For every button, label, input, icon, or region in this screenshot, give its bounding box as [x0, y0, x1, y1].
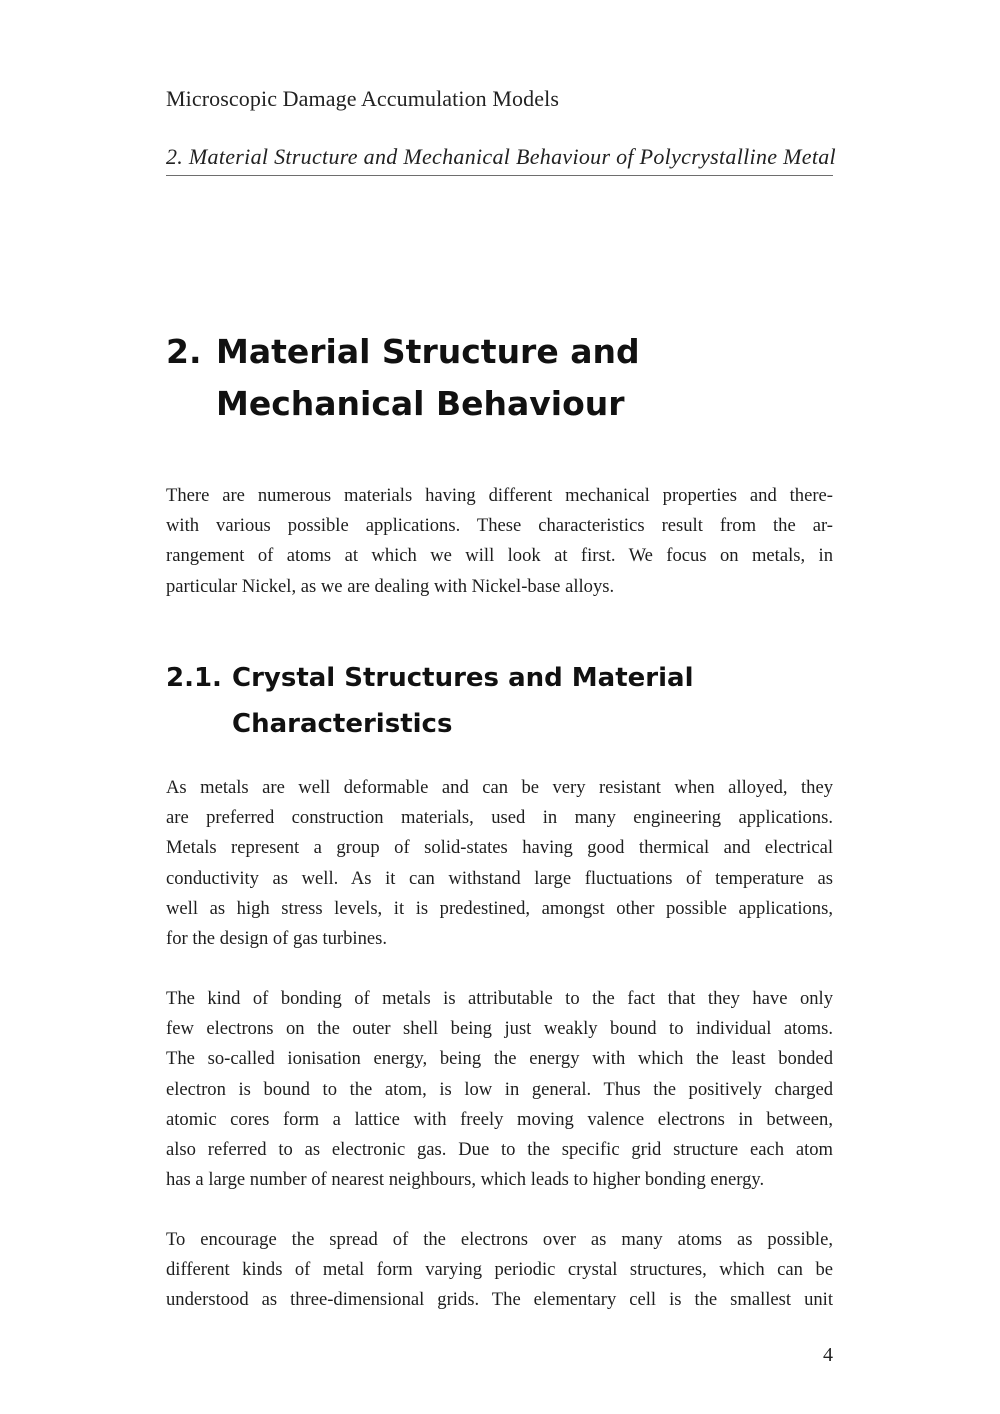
section-number: 2.1.	[166, 663, 222, 693]
text-line: Metals represent a group of solid-states having good thermical and electrical	[166, 837, 833, 859]
page-number: 4	[823, 1344, 833, 1366]
text-line: are preferred construction materials, used in many engineering applications.	[166, 807, 833, 829]
text-line: with various possible applications. These characteristics result from the ar-	[166, 515, 833, 537]
text-line: understood as three-dimensional grids. The elementary cell is the smallest unit	[166, 1289, 833, 1311]
text-line: different kinds of metal form varying periodic crystal structures, which can be	[166, 1259, 833, 1281]
text-line: The kind of bonding of metals is attributable to the fact that they have only	[166, 988, 833, 1009]
text-line: As metals are well deformable and can be very resistant when alloyed, they	[166, 777, 833, 798]
intro-paragraph	[166, 481, 833, 602]
text-line: has a large number of nearest neighbours, which leads to higher bonding energy.	[166, 1169, 765, 1191]
running-header-title: Microscopic Damage Accumulation Models	[166, 86, 559, 111]
text-line: The so-called ionisation energy, being the energy with which the least bonded	[166, 1048, 833, 1070]
section-heading	[166, 655, 766, 747]
text-line: for the design of gas turbines.	[166, 928, 388, 950]
text-line: also referred to as electronic gas. Due to the specific grid structure each atom	[166, 1139, 833, 1161]
text-line: electron is bound to the atom, is low in general. Thus the positively charged	[166, 1078, 833, 1100]
chapter-heading	[166, 326, 846, 430]
text-line: There are numerous materials having different mechanical properties and there-	[166, 485, 833, 506]
text-line: few electrons on the outer shell being just weakly bound to individual atoms.	[166, 1018, 833, 1040]
chapter-title: Material Structure and Mechanical Behaviour	[216, 332, 640, 423]
section-title: Crystal Structures and Material Characteristics	[232, 663, 694, 739]
text-line: atomic cores form a lattice with freely moving valence electrons in between,	[166, 1108, 833, 1130]
text-line: conductivity as well. As it can withstand large fluctuations of temperature as	[166, 867, 833, 889]
text-line: rangement of atoms at which we will look at first. We focus on metals, in	[166, 545, 833, 567]
text-line: particular Nickel, as we are dealing with Nickel-base alloys.	[166, 575, 615, 597]
chapter-number: 2.	[166, 332, 202, 371]
body-paragraph	[166, 773, 833, 954]
running-header-chapter: 2. Material Structure and Mechanical Behaviour of Polycrystalline Metal	[166, 144, 836, 169]
text-line: To encourage the spread of the electrons over as many atoms as possible,	[166, 1229, 833, 1250]
body-paragraph	[166, 984, 833, 1195]
text-line: well as high stress levels, it is predestined, amongst other possible applications,	[166, 897, 833, 919]
body-paragraph	[166, 1225, 833, 1316]
header-rule	[166, 175, 833, 176]
